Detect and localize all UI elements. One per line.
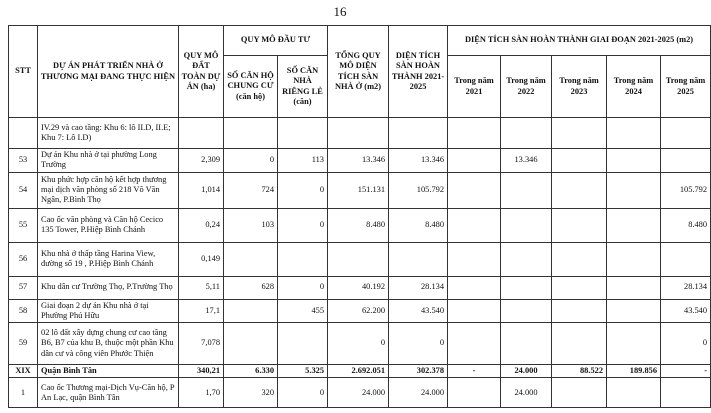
cell-land-area: 0,149: [179, 242, 224, 276]
header-apartments: SỐ CĂN HỘ CHUNG CƯ (căn hộ): [224, 56, 278, 118]
cell-year-2024: [607, 149, 661, 173]
cell-year-2021: [448, 299, 501, 323]
cell-land-area: 1,70: [179, 378, 224, 408]
cell-year-2023: [552, 149, 607, 173]
cell-land-area: 2,309: [179, 149, 224, 173]
cell-year-2024: [607, 378, 661, 408]
cell-project-name: Giai đoạn 2 dự án Khu nhà ở tại Phường Phú Hữu: [38, 299, 179, 323]
cell-land-area: 5,11: [179, 276, 224, 299]
cell-year-2025: [661, 118, 711, 149]
cell-year-2021: -: [448, 365, 501, 378]
cell-project-name: Quận Bình Tân: [38, 365, 179, 378]
table-row: [9, 299, 711, 323]
cell-year-2024: 189.856: [607, 365, 661, 378]
cell-houses: 0: [278, 172, 328, 208]
cell-year-2025: [661, 242, 711, 276]
cell-stt: 55: [9, 208, 38, 242]
cell-houses: 0: [278, 208, 328, 242]
cell-houses: [278, 242, 328, 276]
housing-projects-table: [8, 25, 711, 408]
cell-apartments: 103: [224, 208, 278, 242]
cell-year-2025: 105.792: [661, 172, 711, 208]
cell-apartments: [224, 299, 278, 323]
cell-houses: 0: [278, 276, 328, 299]
header-year-2024: Trong năm 2024: [607, 56, 661, 118]
header-completed-2021-2025: DIỆN TÍCH SÀN HOÀN THÀNH 2021-2025: [389, 26, 448, 118]
cell-houses: 5.325: [278, 365, 328, 378]
cell-project-name: Cao ốc văn phòng và Căn hộ Cecico 135 Tower, P.Hiệp Bình Chánh: [38, 208, 179, 242]
cell-year-2023: [552, 276, 607, 299]
cell-houses: 0: [278, 378, 328, 408]
cell-year-2021: [448, 323, 501, 365]
cell-completed-area: 24.000: [389, 378, 448, 408]
cell-total-floor-area: 24.000: [328, 378, 389, 408]
cell-year-2025: 43.540: [661, 299, 711, 323]
cell-total-floor-area: 8.480: [328, 208, 389, 242]
cell-year-2025: [661, 149, 711, 173]
header-year-2022: Trong năm 2022: [501, 56, 552, 118]
cell-year-2021: [448, 378, 501, 408]
cell-year-2023: 88.522: [552, 365, 607, 378]
cell-land-area: 1,014: [179, 172, 224, 208]
cell-completed-area: 0: [389, 323, 448, 365]
cell-stt: [9, 118, 38, 149]
cell-apartments: 724: [224, 172, 278, 208]
cell-stt: 58: [9, 299, 38, 323]
cell-year-2022: 24.000: [501, 378, 552, 408]
table-row: [9, 149, 711, 173]
cell-year-2023: [552, 208, 607, 242]
cell-year-2023: [552, 323, 607, 365]
header-investment-scale: QUY MÔ ĐẦU TƯ: [224, 26, 328, 56]
cell-year-2022: 13.346: [501, 149, 552, 173]
header-year-2025: Trong năm 2025: [661, 56, 711, 118]
cell-stt: 56: [9, 242, 38, 276]
cell-apartments: 6.330: [224, 365, 278, 378]
cell-year-2023: [552, 172, 607, 208]
cell-completed-area: 8.480: [389, 208, 448, 242]
table-row: [9, 323, 711, 365]
cell-stt: 59: [9, 323, 38, 365]
cell-year-2022: [501, 299, 552, 323]
cell-total-floor-area: 2.692.051: [328, 365, 389, 378]
cell-completed-area: [389, 242, 448, 276]
cell-apartments: [224, 323, 278, 365]
cell-year-2024: [607, 118, 661, 149]
cell-year-2024: [607, 299, 661, 323]
cell-year-2025: [661, 378, 711, 408]
cell-land-area: 0,24: [179, 208, 224, 242]
cell-year-2023: [552, 242, 607, 276]
cell-apartments: 628: [224, 276, 278, 299]
cell-stt: 53: [9, 149, 38, 173]
cell-year-2024: [607, 172, 661, 208]
cell-completed-area: 28.134: [389, 276, 448, 299]
cell-project-name: Khu dân cư Trường Thọ, P.Trường Thọ: [38, 276, 179, 299]
cell-total-floor-area: 151.131: [328, 172, 389, 208]
header-project: DỰ ÁN PHÁT TRIỂN NHÀ Ở THƯƠNG MẠI ĐANG THỰC HIỆN: [38, 26, 179, 118]
cell-year-2022: [501, 323, 552, 365]
cell-apartments: 0: [224, 149, 278, 173]
cell-year-2022: [501, 276, 552, 299]
cell-houses: 455: [278, 299, 328, 323]
cell-stt: 57: [9, 276, 38, 299]
cell-year-2021: [448, 172, 501, 208]
cell-year-2025: 0: [661, 323, 711, 365]
cell-land-area: 7,078: [179, 323, 224, 365]
cell-project-name: 02 lô đất xây dựng chung cư cao tầng B6, B7 của khu B, thuộc một phần Khu dân cư và công viên Phước Thiện: [38, 323, 179, 365]
group-row: [9, 365, 711, 378]
cell-year-2025: 28.134: [661, 276, 711, 299]
header-year-2021: Trong năm 2021: [448, 56, 501, 118]
cell-land-area: [179, 118, 224, 149]
header-total-floor-area: TỔNG QUY MÔ DIỆN TÍCH SÀN NHÀ Ở (m2): [328, 26, 389, 118]
table-row: [9, 172, 711, 208]
cell-completed-area: 105.792: [389, 172, 448, 208]
cell-total-floor-area: 62.200: [328, 299, 389, 323]
cell-apartments: [224, 118, 278, 149]
cell-total-floor-area: [328, 242, 389, 276]
cell-year-2021: [448, 208, 501, 242]
cell-apartments: 320: [224, 378, 278, 408]
cell-year-2022: [501, 242, 552, 276]
cell-year-2022: [501, 118, 552, 149]
cell-houses: 113: [278, 149, 328, 173]
cell-houses: [278, 323, 328, 365]
cell-project-name: Khu nhà ở thấp tầng Harina View, đường số 19 , P.Hiệp Bình Chánh: [38, 242, 179, 276]
cell-year-2023: [552, 118, 607, 149]
cell-total-floor-area: 0: [328, 323, 389, 365]
cell-year-2023: [552, 378, 607, 408]
cell-project-name: Cao ốc Thương mại-Dịch Vụ-Căn hộ, P An Lạc, quận Bình Tân: [38, 378, 179, 408]
cell-year-2021: [448, 242, 501, 276]
cell-year-2024: [607, 276, 661, 299]
cell-year-2025: -: [661, 365, 711, 378]
header-stt: STT: [9, 26, 38, 118]
header-year-2023: Trong năm 2023: [552, 56, 607, 118]
table-row: [9, 378, 711, 408]
cell-year-2025: 8.480: [661, 208, 711, 242]
cell-year-2022: [501, 172, 552, 208]
cell-year-2024: [607, 208, 661, 242]
cell-total-floor-area: 13.346: [328, 149, 389, 173]
cell-houses: [278, 118, 328, 149]
cell-completed-area: 13.346: [389, 149, 448, 173]
header-houses: SỐ CĂN NHÀ RIÊNG LẺ (căn): [278, 56, 328, 118]
cell-land-area: 17,1: [179, 299, 224, 323]
cell-project-name: Khu phức hợp căn hộ kết hợp thương mại dịch văn phòng số 218 Võ Văn Ngân, P.Bình Thọ: [38, 172, 179, 208]
cell-land-area: 340,21: [179, 365, 224, 378]
cell-project-name: IV.29 và cao tầng: Khu 6: lô II.D, II.E; Khu 7: Lô I.D): [38, 118, 179, 149]
table-row: [9, 208, 711, 242]
header-phase-area: DIỆN TÍCH SÀN HOÀN THÀNH GIAI ĐOẠN 2021-2025 (m2): [448, 26, 711, 56]
cell-project-name: Dự án Khu nhà ở tại phường Long Trường: [38, 149, 179, 173]
table-row: [9, 242, 711, 276]
cell-completed-area: [389, 118, 448, 149]
cell-year-2021: [448, 118, 501, 149]
table-body: [9, 118, 711, 408]
cell-year-2022: [501, 208, 552, 242]
cell-stt: 1: [9, 378, 38, 408]
cell-year-2024: [607, 323, 661, 365]
header-land-area: QUY MÔ ĐẤT TOÀN DỰ ÁN (ha): [179, 26, 224, 118]
cell-year-2021: [448, 276, 501, 299]
cell-completed-area: 43.540: [389, 299, 448, 323]
cell-year-2023: [552, 299, 607, 323]
cell-year-2024: [607, 242, 661, 276]
cell-total-floor-area: [328, 118, 389, 149]
page-number: 16: [333, 4, 347, 19]
cell-stt: XIX: [9, 365, 38, 378]
cell-year-2021: [448, 149, 501, 173]
table-row: [9, 118, 711, 149]
cell-year-2022: 24.000: [501, 365, 552, 378]
table-row: [9, 276, 711, 299]
cell-completed-area: 302.378: [389, 365, 448, 378]
cell-stt: 54: [9, 172, 38, 208]
cell-total-floor-area: 40.192: [328, 276, 389, 299]
cell-apartments: [224, 242, 278, 276]
